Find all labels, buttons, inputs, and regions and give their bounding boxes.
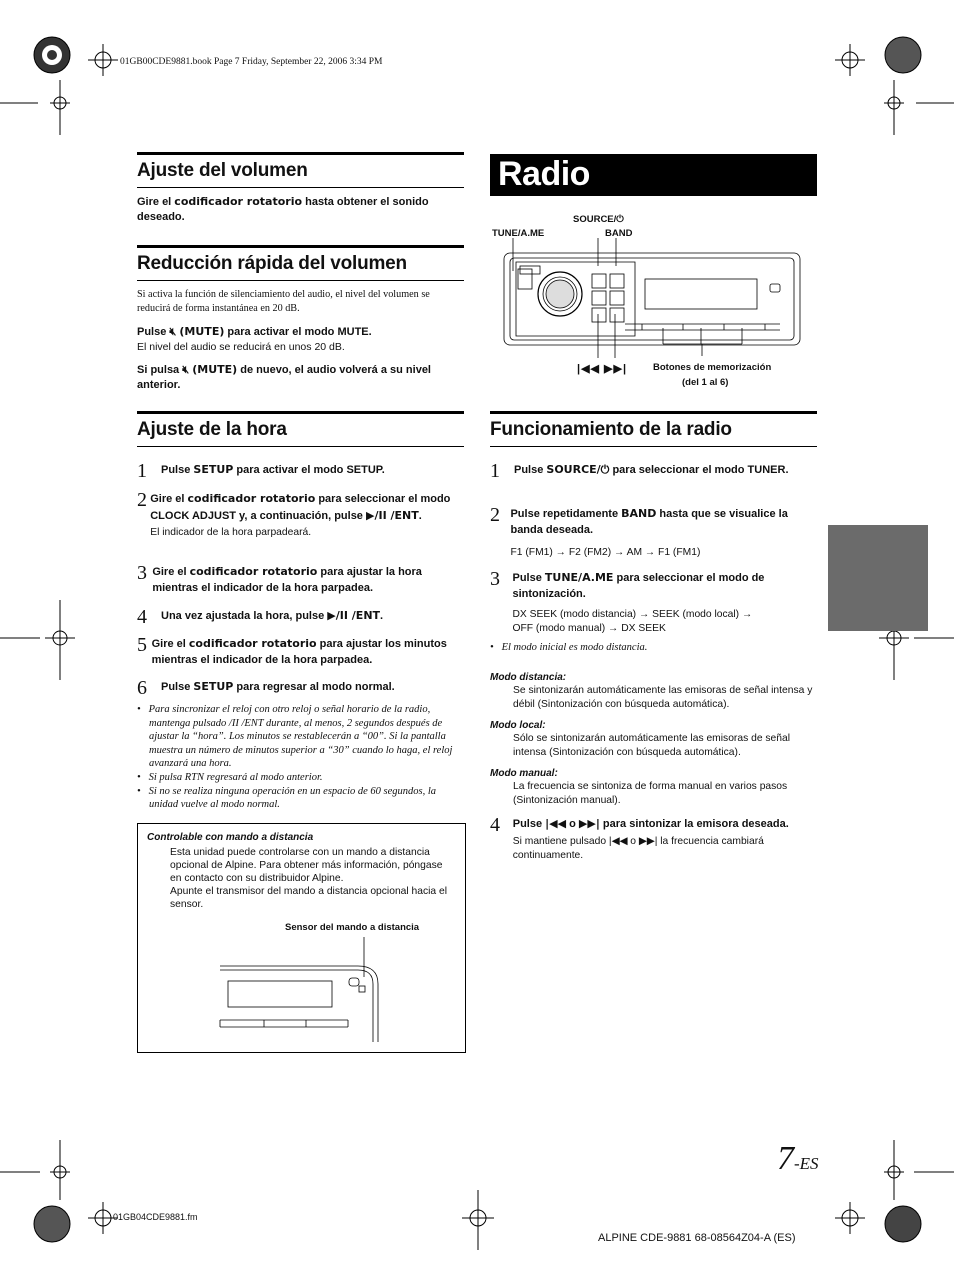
clock-step-1: 1 Pulse SETUP para activar el modo SETUP. [137, 460, 385, 482]
mute-p2: Si pulsa 🔇︎ (MUTE) de nuevo, el audio volverá a su nivel anterior. [137, 363, 431, 391]
mode-desc: Sólo se sintonizarán automáticamente las emisoras de señal intensa (Sintonización con búsqueda automática). [513, 733, 791, 758]
page-number: 7-ES [777, 1140, 819, 1177]
remote-title: Controlable con mando a distancia [147, 832, 314, 843]
note-item: • Para sincronizar el reloj con otro reloj o señal horario de la radio, mantenga pulsado /II /ENT durante, al menos, 2 segundos después de ajustar la “hora”. Los minutos se restablecerán a “00”. Si la pantalla muestra un número de minutos superior a “30” cuando lo haga, el reloj avanzará una hora. [137, 704, 453, 770]
play-pause-icon: ▶ [365, 508, 375, 522]
tuner-modes [490, 663, 818, 807]
clock-step-2: 2 Gire el codificador rotatorio para seleccionar el modo CLOCK ADJUST y, a continuación, pulse ▶/II /ENT. El indicador de la hora parpadeará. [137, 489, 451, 538]
label-seek: |◀◀ ▶▶| [577, 363, 628, 375]
remote-text-2: Apunte el transmisor del mando a distancia opcional hacia el sensor. [170, 886, 448, 911]
label-presets: Botones de memorización [653, 362, 772, 373]
mute-icon: 🔇︎ [169, 326, 177, 338]
clock-step-3: 3 Gire el codificador rotatorio para ajustar la hora mientras el indicador de la hora parpadea. [137, 562, 422, 594]
mode-desc: La frecuencia se sintoniza de forma manual en varios pasos (Sintonización manual). [513, 781, 788, 806]
mode-desc: Se sintonizarán automáticamente las emisoras de señal intensa y débil (Sintonización con búsqueda automática). [513, 685, 813, 710]
footer-model: ALPINE CDE-9881 68-08564Z04-A (ES) [598, 1232, 796, 1244]
tuner-step-1: 1 Pulse SOURCE/⏻ para seleccionar el modo TUNER. [490, 460, 789, 482]
mode-title: Modo distancia: [490, 672, 567, 683]
tuner-step-2: 2 Pulse repetidamente BAND hasta que se visualice la banda deseada. F1 (FM1) → F2 (FM2) → AM → F1 (FM1) [490, 504, 788, 558]
remote-text-1: Esta unidad puede controlarse con un mando a distancia opcional de Alpine. Para obtener más información, póngase en contacto con su distribuidor Alpine. [170, 847, 443, 885]
heading-tuner: Funcionamiento de la radio [490, 411, 817, 447]
label-band: BAND [605, 228, 633, 239]
mute-intro: Si activa la función de silenciamiento del audio, el nivel del volumen se reducirá de forma instantánea en 20 dB. [137, 289, 430, 314]
label-presets-range: (del 1 al 6) [682, 377, 729, 388]
radio-title-bar [490, 154, 817, 196]
tuner-note: • El modo inicial es modo distancia. [490, 642, 648, 653]
mute-icon: 🔇︎ [182, 364, 190, 376]
label-source: SOURCE/⏻ [573, 214, 624, 225]
clock-notes [137, 703, 465, 812]
clock-step-6: 6 Pulse SETUP para regresar al modo normal. [137, 677, 395, 699]
heading-mute: Reducción rápida del volumen [137, 245, 464, 281]
label-tune: TUNE/A.ME [492, 228, 545, 239]
file-info: 01GB00CDE9881.book Page 7 Friday, September 22, 2006 3:34 PM [120, 57, 383, 67]
mode-title: Modo manual: [490, 768, 558, 779]
page-title: Radio [498, 155, 590, 193]
mode-title: Modo local: [490, 720, 546, 731]
heading-clock: Ajuste de la hora [137, 411, 464, 447]
play-pause-icon: ▶ [327, 609, 336, 622]
clock-step-4: 4 Una vez ajustada la hora, pulse ▶/II /ENT. [137, 606, 384, 628]
heading-volume: Ajuste del volumen [137, 152, 464, 188]
clock-step-5: 5 Gire el codificador rotatorio para ajustar los minutos mientras el indicador de la hora parpadea. [137, 634, 447, 666]
side-tab [828, 525, 928, 631]
note-item: • Si no se realiza ninguna operación en un espacio de 60 segundos, la unidad vuelve al modo normal. [137, 785, 437, 811]
radio-unit-diagram [490, 236, 820, 376]
tuner-step-3: 3 Pulse TUNE/A.ME para seleccionar el modo de sintonización. DX SEEK (modo distancia) → SEEK (modo local) → OFF (modo manual) → DX SEEK [490, 568, 765, 634]
tuner-step-4: 4 Pulse |◀◀ o ▶▶| para sintonizar la emisora deseada. Si mantiene pulsado |◀◀ o ▶▶| la frecuencia cambiará continuamente. [490, 814, 789, 861]
note-item: • Si pulsa RTN regresará al modo anterior. [137, 771, 323, 783]
mute-p1-sub: El nivel del audio se reducirá en unos 20 dB. [137, 341, 345, 353]
remote-control-box [137, 823, 466, 1053]
volume-text: Gire el codificador rotatorio hasta obtener el sonido deseado. [137, 195, 429, 223]
sensor-label: Sensor del mando a distancia [285, 922, 420, 933]
remote-sensor-drawing [218, 934, 463, 1044]
mute-p1: Pulse 🔇︎ (MUTE) para activar el modo MUTE. [137, 325, 372, 338]
footer-file: 01GB04CDE9881.fm [113, 1212, 198, 1222]
